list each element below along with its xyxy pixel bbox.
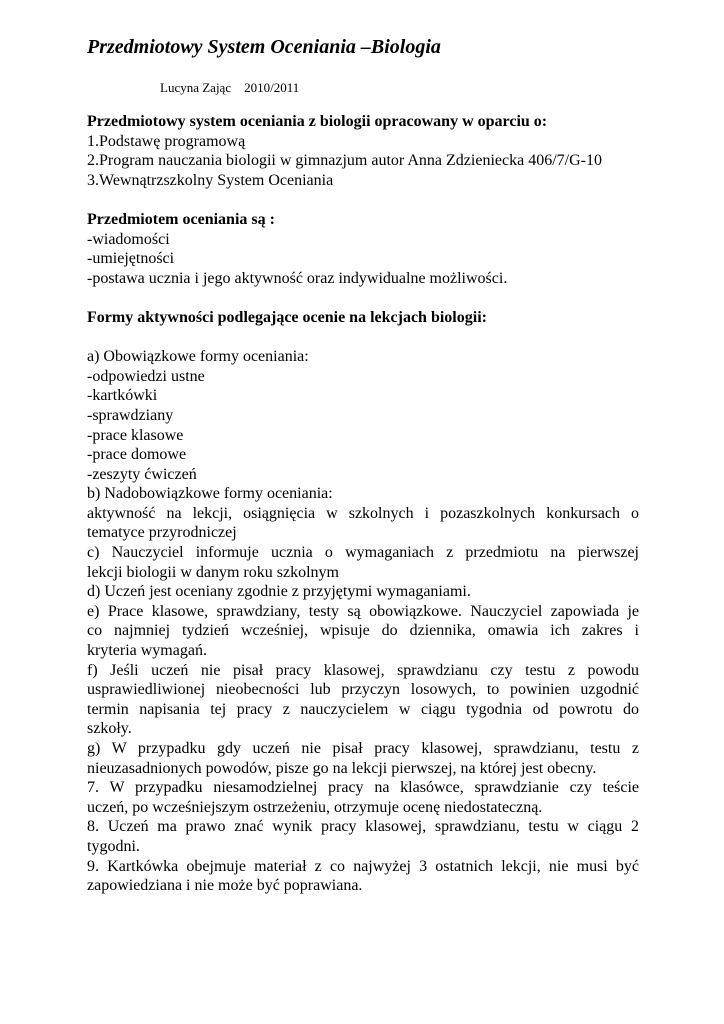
rule-paragraph [87,857,639,896]
rule-paragraph [87,739,639,778]
optional-forms-text: tematyce przyrodniczej [87,524,237,542]
rule-line: 8. Uczeń ma prawo znać wynik pracy klasowej, sprawdzianu, testu w ciągu 2 [87,818,639,836]
rule-line: szkoły. [87,720,132,738]
rule-line: uczeń, po wcześniejszym ostrzeżeniu, otrzymuje ocenę niedostateczną. [87,798,543,816]
intro-item: 3.Wewnątrzszkolny System Oceniania [87,171,334,189]
mandatory-forms-label: a) Obowiązkowe formy oceniania: [87,348,309,366]
spacer [87,190,639,210]
intro-heading: Przedmiotowy system oceniania z biologii opracowany w oparciu o: [87,113,548,130]
rule-line: c) Nauczyciel informuje ucznia o wymaganiach z przedmiotu na pierwszej [87,544,639,562]
document-body [87,112,639,896]
rule-line: usprawiedliwionej nieobecności lub przyczyn losowych, to powinien uzgodnić [87,681,639,699]
rule-paragraph [87,778,639,817]
rule-paragraph [87,582,639,602]
rule-line: e) Prace klasowe, sprawdziany, testy są obowiązkowe. Nauczyciel zapowiada je [87,602,639,620]
subject-item: -umiejętności [87,250,175,268]
mandatory-form-item: -zeszyty ćwiczeń [87,465,197,483]
rule-line: 7. W przypadku niesamodzielnej pracy na klasówce, sprawdzianie czy teście [87,779,639,797]
rules-list [87,543,639,896]
rule-line: kryteria wymagań. [87,642,207,660]
mandatory-form-item: -odpowiedzi ustne [87,367,205,385]
rule-paragraph [87,543,639,582]
intro-item: 2.Program nauczania biologii w gimnazjum autor Anna Zdzieniecka 406/7/G-10 [87,152,602,170]
rule-paragraph [87,602,639,661]
mandatory-form-item: -sprawdziany [87,406,174,424]
rule-paragraph [87,661,639,739]
subject-heading: Przedmiotem oceniania są : [87,210,275,228]
document-title: Przedmiotowy System Oceniania –Biologia [87,36,441,58]
forms-heading: Formy aktywności podlegające ocenie na lekcjach biologii: [87,308,487,326]
rule-line: co najmniej tydzień wcześniej, wpisuje do dziennika, omawia ich zakres i [87,622,639,640]
rule-paragraph [87,817,639,856]
mandatory-form-item: -prace domowe [87,446,187,464]
spacer [87,328,639,348]
rule-line: tygodni. [87,837,140,855]
optional-forms-text: aktywność na lekcji, osiągnięcia w szkolnych i pozaszkolnych konkursach o [87,504,639,522]
rule-line: termin napisania tej pracy z nauczycielem w ciągu tygodnia od powrotu do [87,700,639,718]
subject-item: -postawa ucznia i jego aktywność oraz indywidualne możliwości. [87,269,508,287]
rule-line: f) Jeśli uczeń nie pisał pracy klasowej, sprawdzianu czy testu z powodu [87,661,639,679]
mandatory-form-item: -kartkówki [87,387,158,405]
spacer [87,288,639,308]
author-year-line: Lucyna Zając 2010/2011 [160,80,300,95]
rule-line: d) Uczeń jest oceniany zgodnie z przyjętymi wymaganiami. [87,583,471,601]
rule-line: nieuzasadnionych powodów, pisze go na lekcji pierwszej, na której jest obecny. [87,759,597,777]
rule-line: zapowiedziana i nie może być poprawiana. [87,877,363,895]
rule-line: 9. Kartkówka obejmuje materiał z co najwyżej 3 ostatnich lekcji, nie musi być [87,857,639,875]
subject-item: -wiadomości [87,230,170,248]
mandatory-form-item: -prace klasowe [87,426,184,444]
intro-item: 1.Podstawę programową [87,132,246,150]
rule-line: lekcji biologii w danym roku szkolnym [87,563,339,581]
optional-forms-label: b) Nadobowiązkowe formy oceniania: [87,485,333,503]
rule-line: g) W przypadku gdy uczeń nie pisał pracy klasowej, sprawdzianu, testu z [87,740,639,757]
